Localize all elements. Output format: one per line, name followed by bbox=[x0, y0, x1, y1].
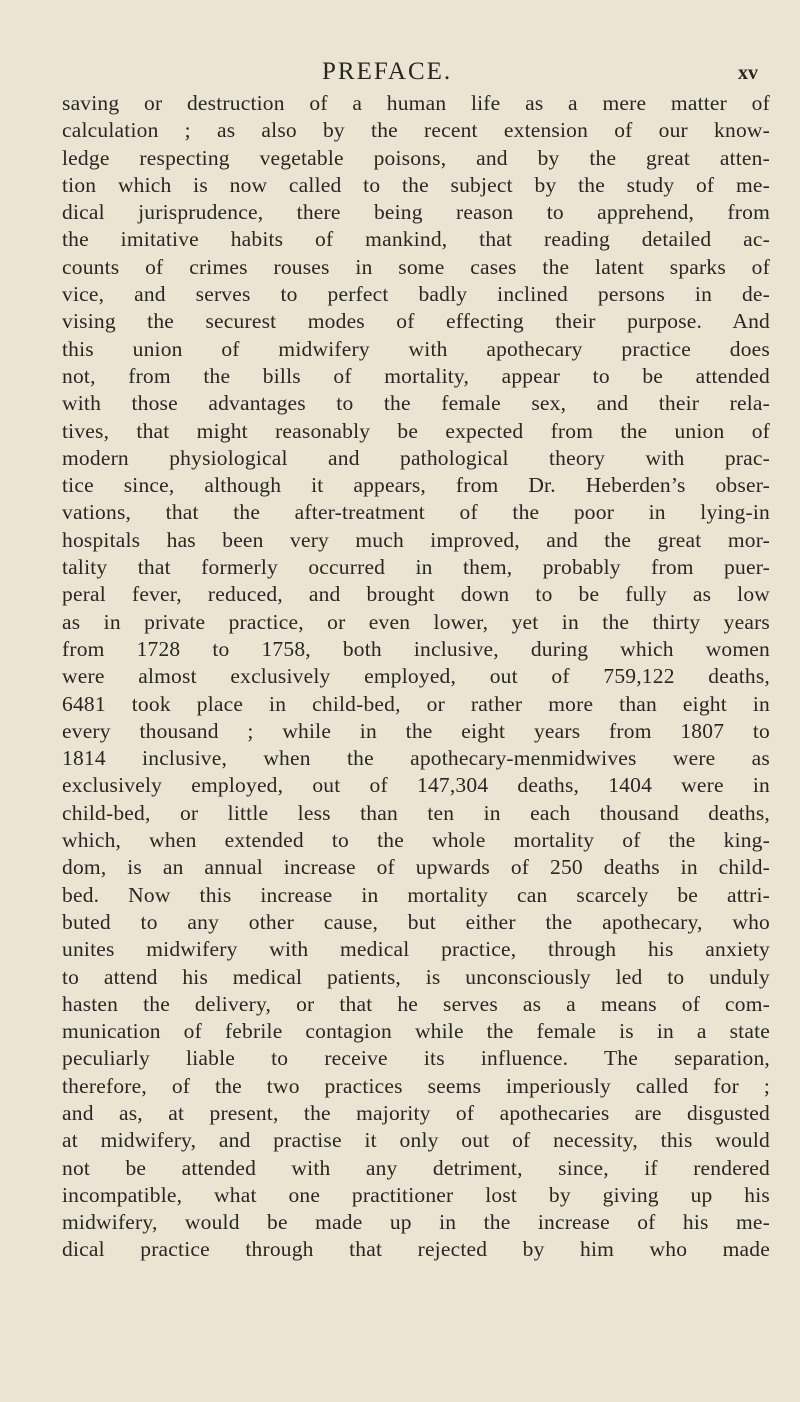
text-line: hasten the delivery, or that he serves as a means of com- bbox=[62, 991, 770, 1016]
text-line: counts of crimes rouses in some cases the latent sparks of bbox=[62, 254, 770, 279]
text-line: dom, is an annual increase of upwards of 250 deaths in child- bbox=[62, 855, 770, 880]
text-line: tice since, although it appears, from Dr. Heberden’s obser- bbox=[62, 473, 770, 498]
running-title: PREFACE. bbox=[322, 58, 453, 85]
text-line: the imitative habits of mankind, that reading detailed ac- bbox=[62, 227, 770, 252]
text-line: dical jurisprudence, there being reason to apprehend, from bbox=[62, 200, 770, 225]
text-line: not be attended with any detriment, since, if rendered bbox=[62, 1155, 770, 1180]
text-line: 6481 took place in child-bed, or rather more than eight in bbox=[62, 691, 770, 716]
text-line: peculiarly liable to receive its influence. The separation, bbox=[62, 1046, 770, 1071]
body-text bbox=[62, 90, 770, 1264]
text-line: tality that formerly occurred in them, probably from puer- bbox=[62, 555, 770, 580]
text-line: to attend his medical patients, is unconsciously led to unduly bbox=[62, 964, 770, 989]
text-line: calculation ; as also by the recent extension of our know- bbox=[62, 118, 770, 143]
text-line: tion which is now called to the subject by the study of me- bbox=[62, 172, 770, 197]
text-line: peral fever, reduced, and brought down to be fully as low bbox=[62, 582, 770, 607]
running-header bbox=[0, 58, 800, 92]
text-line: saving or destruction of a human life as a mere matter of bbox=[62, 91, 770, 115]
text-line: from 1728 to 1758, both inclusive, during which women bbox=[62, 636, 770, 661]
text-line: this union of midwifery with apothecary practice does bbox=[62, 336, 770, 361]
page-number: xv bbox=[738, 62, 758, 84]
text-line: vations, that the after-treatment of the poor in lying-in bbox=[62, 500, 770, 525]
text-line: munication of febrile contagion while the female is in a state bbox=[62, 1019, 770, 1044]
text-line: not, from the bills of mortality, appear to be attended bbox=[62, 363, 770, 388]
text-line: buted to any other cause, but either the apothecary, who bbox=[62, 909, 770, 934]
text-line: exclusively employed, out of 147,304 deaths, 1404 were in bbox=[62, 773, 770, 798]
text-line: vice, and serves to perfect badly inclined persons in de- bbox=[62, 282, 770, 307]
text-line: midwifery, would be made up in the increase of his me- bbox=[62, 1210, 770, 1235]
text-line: tives, that might reasonably be expected from the union of bbox=[62, 418, 770, 443]
text-line: ledge respecting vegetable poisons, and by the great atten- bbox=[62, 145, 770, 170]
text-line: therefore, of the two practices seems imperiously called for ; bbox=[62, 1073, 770, 1098]
text-line: unites midwifery with medical practice, through his anxiety bbox=[62, 937, 770, 962]
text-line: which, when extended to the whole mortality of the king- bbox=[62, 828, 770, 853]
text-line: every thousand ; while in the eight years from 1807 to bbox=[62, 718, 770, 743]
text-line: at midwifery, and practise it only out of necessity, this would bbox=[62, 1128, 770, 1153]
text-line: and as, at present, the majority of apothecaries are disgusted bbox=[62, 1100, 770, 1125]
text-line: as in private practice, or even lower, yet in the thirty years bbox=[62, 609, 770, 634]
text-line: bed. Now this increase in mortality can scarcely be attri- bbox=[62, 882, 770, 907]
text-line: were almost exclusively employed, out of 759,122 deaths, bbox=[62, 664, 770, 689]
text-line: dical practice through that rejected by him who made bbox=[62, 1237, 770, 1262]
text-line: 1814 inclusive, when the apothecary-menmidwives were as bbox=[62, 746, 770, 771]
text-line: hospitals has been very much improved, and the great mor- bbox=[62, 527, 770, 552]
text-line: child-bed, or little less than ten in each thousand deaths, bbox=[62, 800, 770, 825]
text-line: with those advantages to the female sex, and their rela- bbox=[62, 391, 770, 416]
text-line: modern physiological and pathological theory with prac- bbox=[62, 445, 770, 470]
text-line: incompatible, what one practitioner lost by giving up his bbox=[62, 1182, 770, 1207]
text-line: vising the securest modes of effecting their purpose. And bbox=[62, 309, 770, 334]
